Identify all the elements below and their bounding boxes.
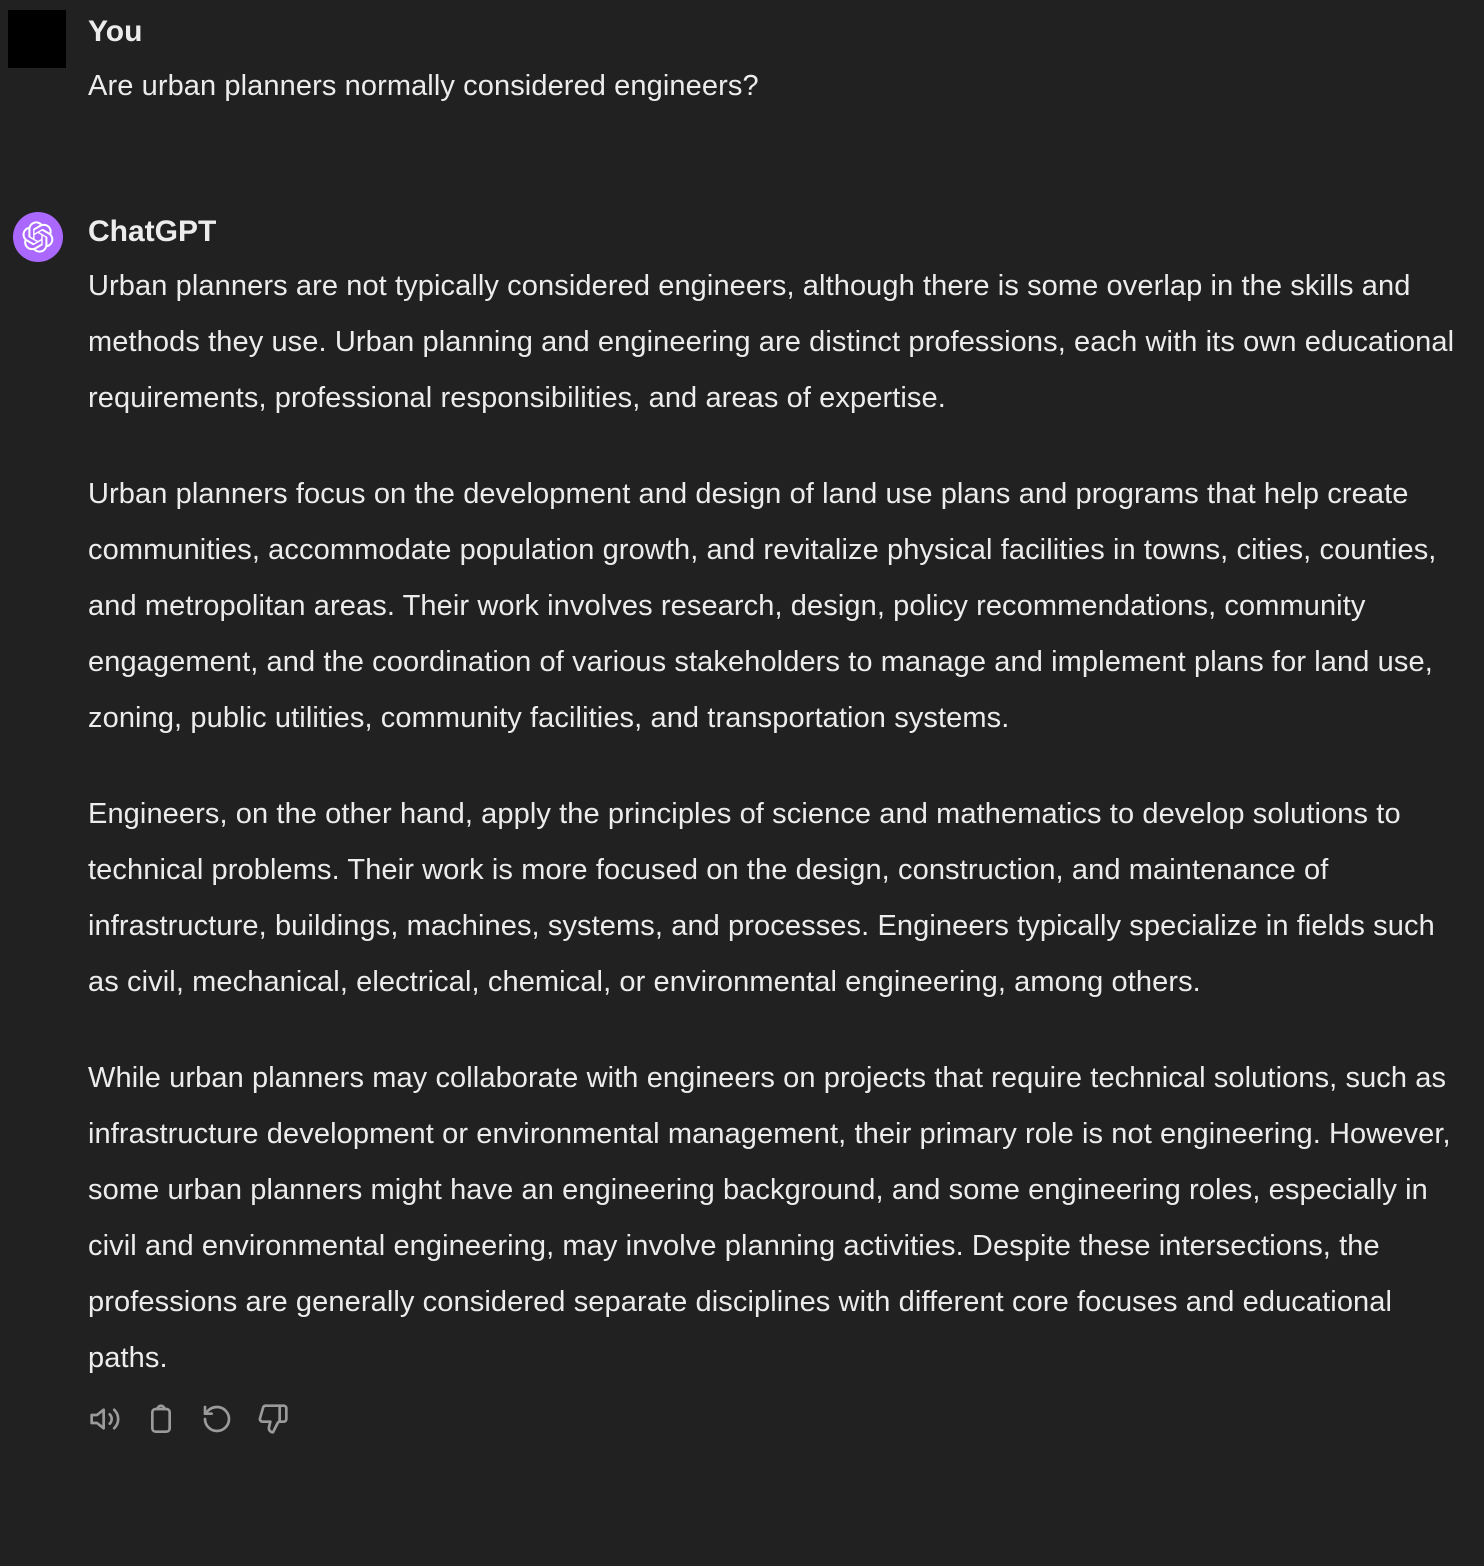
user-message-content — [88, 10, 1464, 114]
regenerate-button[interactable] — [200, 1402, 234, 1436]
user-message-text — [88, 58, 1464, 114]
assistant-paragraph: Urban planners are not typically considered engineers, although there is some overlap in the skills and methods they use. Urban planning and engineering are distinct professions, each with its own educational requirements, professional responsibilities, and areas of expertise. — [88, 270, 1455, 414]
user-avatar — [8, 10, 66, 68]
chatgpt-avatar — [13, 212, 63, 262]
assistant-avatar-column — [8, 210, 66, 262]
read-aloud-button[interactable] — [88, 1402, 122, 1436]
assistant-author-name: ChatGPT — [88, 215, 217, 248]
user-message — [8, 10, 1464, 114]
user-author-name: You — [88, 15, 143, 48]
user-question: Are urban planners normally considered engineers? — [88, 70, 759, 102]
assistant-paragraph: Urban planners focus on the development and design of land use plans and programs that help create communities, accommodate population growth, and revitalize physical facilities in towns, cities, counties, and metropolitan areas. Their work involves research, design, policy recommendations, community engagement, and the coordination of various stakeholders to manage and implement plans for land use, zoning, public utilities, community facilities, and transportation systems. — [88, 478, 1437, 734]
assistant-message — [8, 210, 1464, 1436]
regenerate-icon — [201, 1403, 233, 1435]
message-action-bar — [88, 1402, 1464, 1436]
clipboard-icon — [145, 1403, 177, 1435]
assistant-paragraph: While urban planners may collaborate with engineers on projects that require technical solutions, such as infrastructure development or environmental management, their primary role is not engineering. However, some urban planners might have an engineering background, and some engineering roles, especially in civil and environmental engineering, may involve planning activities. Despite these intersections, the professions are generally considered separate disciplines with different core focuses and educational paths. — [88, 1062, 1451, 1374]
thumbs-down-button[interactable] — [256, 1402, 290, 1436]
assistant-paragraph: Engineers, on the other hand, apply the principles of science and mathematics to develop solutions to technical problems. Their work is more focused on the design, construction, and maintenance of infrastructure, buildings, machines, systems, and processes. Engineers typically specialize in fields such as civil, mechanical, electrical, chemical, or environmental engineering, among others. — [88, 798, 1435, 998]
user-avatar-column — [8, 10, 66, 68]
thumbs-down-icon — [257, 1403, 289, 1435]
assistant-message-text — [88, 258, 1464, 1386]
copy-button[interactable] — [144, 1402, 178, 1436]
openai-logo-icon — [22, 221, 54, 253]
assistant-message-content — [88, 210, 1464, 1436]
speaker-icon — [89, 1403, 121, 1435]
